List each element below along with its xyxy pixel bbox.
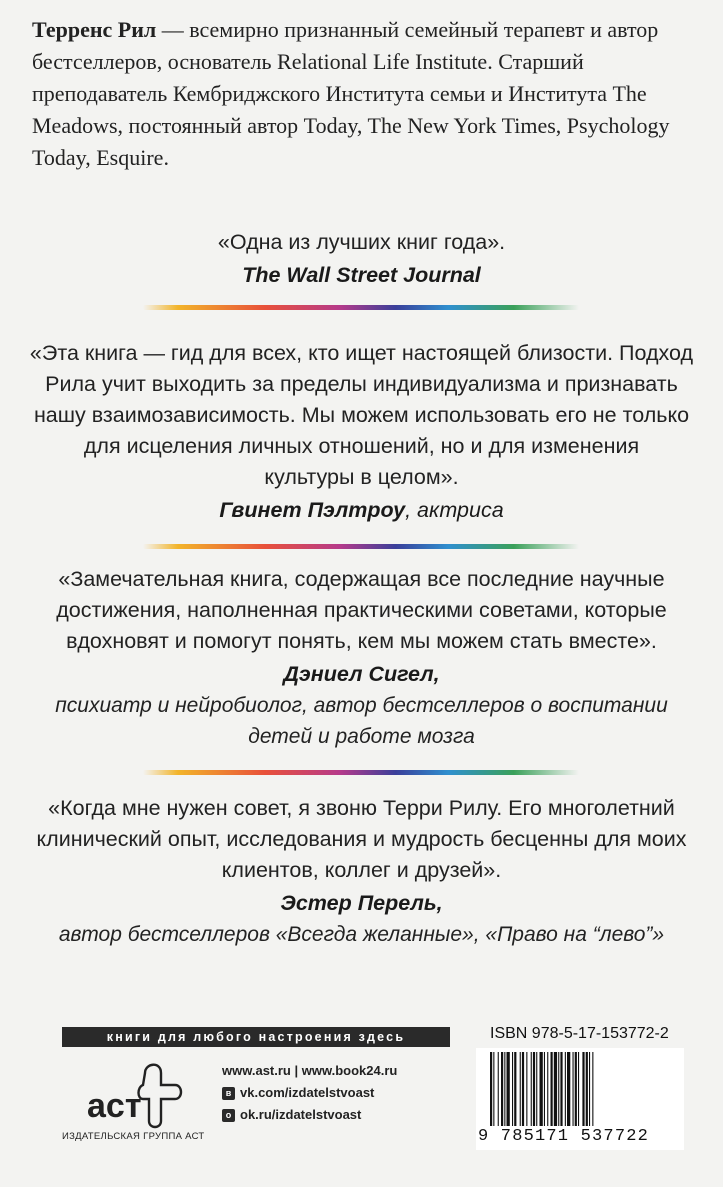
quote-line: нашу взаимозависимость. Мы можем использовать его не только [33,403,690,427]
barcode-stripe [522,1052,524,1126]
quote-line: «Эта книга — гид для всех, кто ищет настоящей близости. Подход [29,341,694,365]
barcode-stripe [544,1052,545,1126]
barcode-icon [476,1048,684,1128]
barcode-stripe [551,1052,553,1126]
quote-source-name: Гвинет Пэлтроу [219,498,406,522]
barcode-stripe [592,1052,593,1126]
barcode-stripe [567,1052,570,1126]
barcode-stripe [540,1052,543,1126]
quote-line: «Замечательная книга, содержащая все последние научные [58,567,665,591]
barcode-stripe [526,1052,527,1126]
barcode-stripe [507,1052,510,1126]
quote-line: для исцеления личных отношений, но и для изменения [83,434,640,458]
barcode-stripe [493,1052,494,1126]
isbn-label: ISBN 978-5-17-153772-2 [490,1025,669,1042]
quote-source-role: , актриса [405,498,504,522]
quote-source-name: Дэниел Сигел, [283,662,440,686]
quote-line: клинический опыт, исследования и мудрость бесценны для моих [36,827,687,851]
websites-link[interactable] [222,1060,397,1082]
barcode-stripe [565,1052,566,1126]
quote-line: клиентов, коллег и друзей». [221,858,502,882]
barcode-stripe [554,1052,557,1126]
ok-link[interactable] [222,1104,397,1126]
quote-line: культуры в целом». [264,465,459,489]
author-bio [32,14,702,174]
quote-source [20,659,703,690]
quote-block-2 [20,338,703,526]
barcode-stripe [575,1052,577,1126]
barcode-stripe [520,1052,521,1126]
barcode-digits: 9 785171 537722 [478,1127,684,1146]
barcode-stripe [586,1052,588,1126]
barcode-stripe [504,1052,505,1126]
publisher-links [222,1060,397,1126]
barcode-stripe [490,1052,492,1126]
quote-source-role: автор бестселлеров «Всегда желанные», «Право на “лево”» [58,923,665,946]
vk-url[interactable]: vk.com/izdatelstvoast [240,1085,375,1100]
ok-icon: о [222,1109,235,1122]
quote-line: Рила учит выходить за пределы индивидуализма и признавать [45,372,678,396]
rainbow-divider [143,305,579,310]
quote-line: вдохновят и помогут понять, кем мы можем стать вместе». [66,629,657,653]
vk-icon: в [222,1087,235,1100]
quote-source-name: Эстер Перель, [280,891,443,915]
quote-block-3 [20,564,703,752]
quote-line: «Когда мне нужен совет, я звоню Терри Рилу. Его многолетний [48,796,675,820]
publisher-logo-text: аст [87,1087,142,1125]
quote-block-1 [20,227,703,291]
quote-source-role: психиатр и нейробиолог, автор бестселлеров о воспитании [55,694,668,717]
barcode-stripe [558,1052,559,1126]
vk-link[interactable] [222,1082,397,1104]
barcode-stripe [582,1052,584,1126]
barcode-stripe [589,1052,590,1126]
barcode-stripe [578,1052,579,1126]
quote-line: достижения, наполненная практическими советами, которые [56,598,667,622]
barcode-stripe [512,1052,513,1126]
barcode-stripe [514,1052,516,1126]
barcode-stripe [533,1052,535,1126]
barcode-stripe [547,1052,548,1126]
barcode-stripe [560,1052,562,1126]
slogan-bar: книги для любого настроения здесь [62,1027,450,1047]
rainbow-divider [143,544,579,549]
quote-source [20,888,703,919]
barcode-stripe [536,1052,537,1126]
author-bio-text: — всемирно признанный семейный терапевт и автор бестселлеров, основатель Relational Life Institute. Старший преподаватель Кембриджского Института семьи и Института The Meadows, постоянный автор Today, The New York Times, Psychology Today, Esquire. [32,17,670,170]
quote-source-role: детей и работе мозга [248,725,475,748]
ok-url[interactable]: ok.ru/izdatelstvoast [240,1107,362,1122]
publisher-caption: ИЗДАТЕЛЬСКАЯ ГРУППА АСТ [62,1131,205,1142]
quote-text: «Одна из лучших книг года». [217,230,506,254]
barcode-stripe [501,1052,503,1126]
barcode-stripe [498,1052,499,1126]
author-name: Терренс Рил [32,17,157,42]
rainbow-divider [143,770,579,775]
quote-source [20,260,703,291]
quote-source-name: The Wall Street Journal [242,263,481,287]
websites-text[interactable]: www.ast.ru | www.book24.ru [222,1063,398,1078]
barcode-stripe [573,1052,574,1126]
barcode-stripe [531,1052,532,1126]
quote-source [20,495,703,526]
quote-block-4 [20,793,703,950]
ast-logo-icon [85,1055,185,1135]
